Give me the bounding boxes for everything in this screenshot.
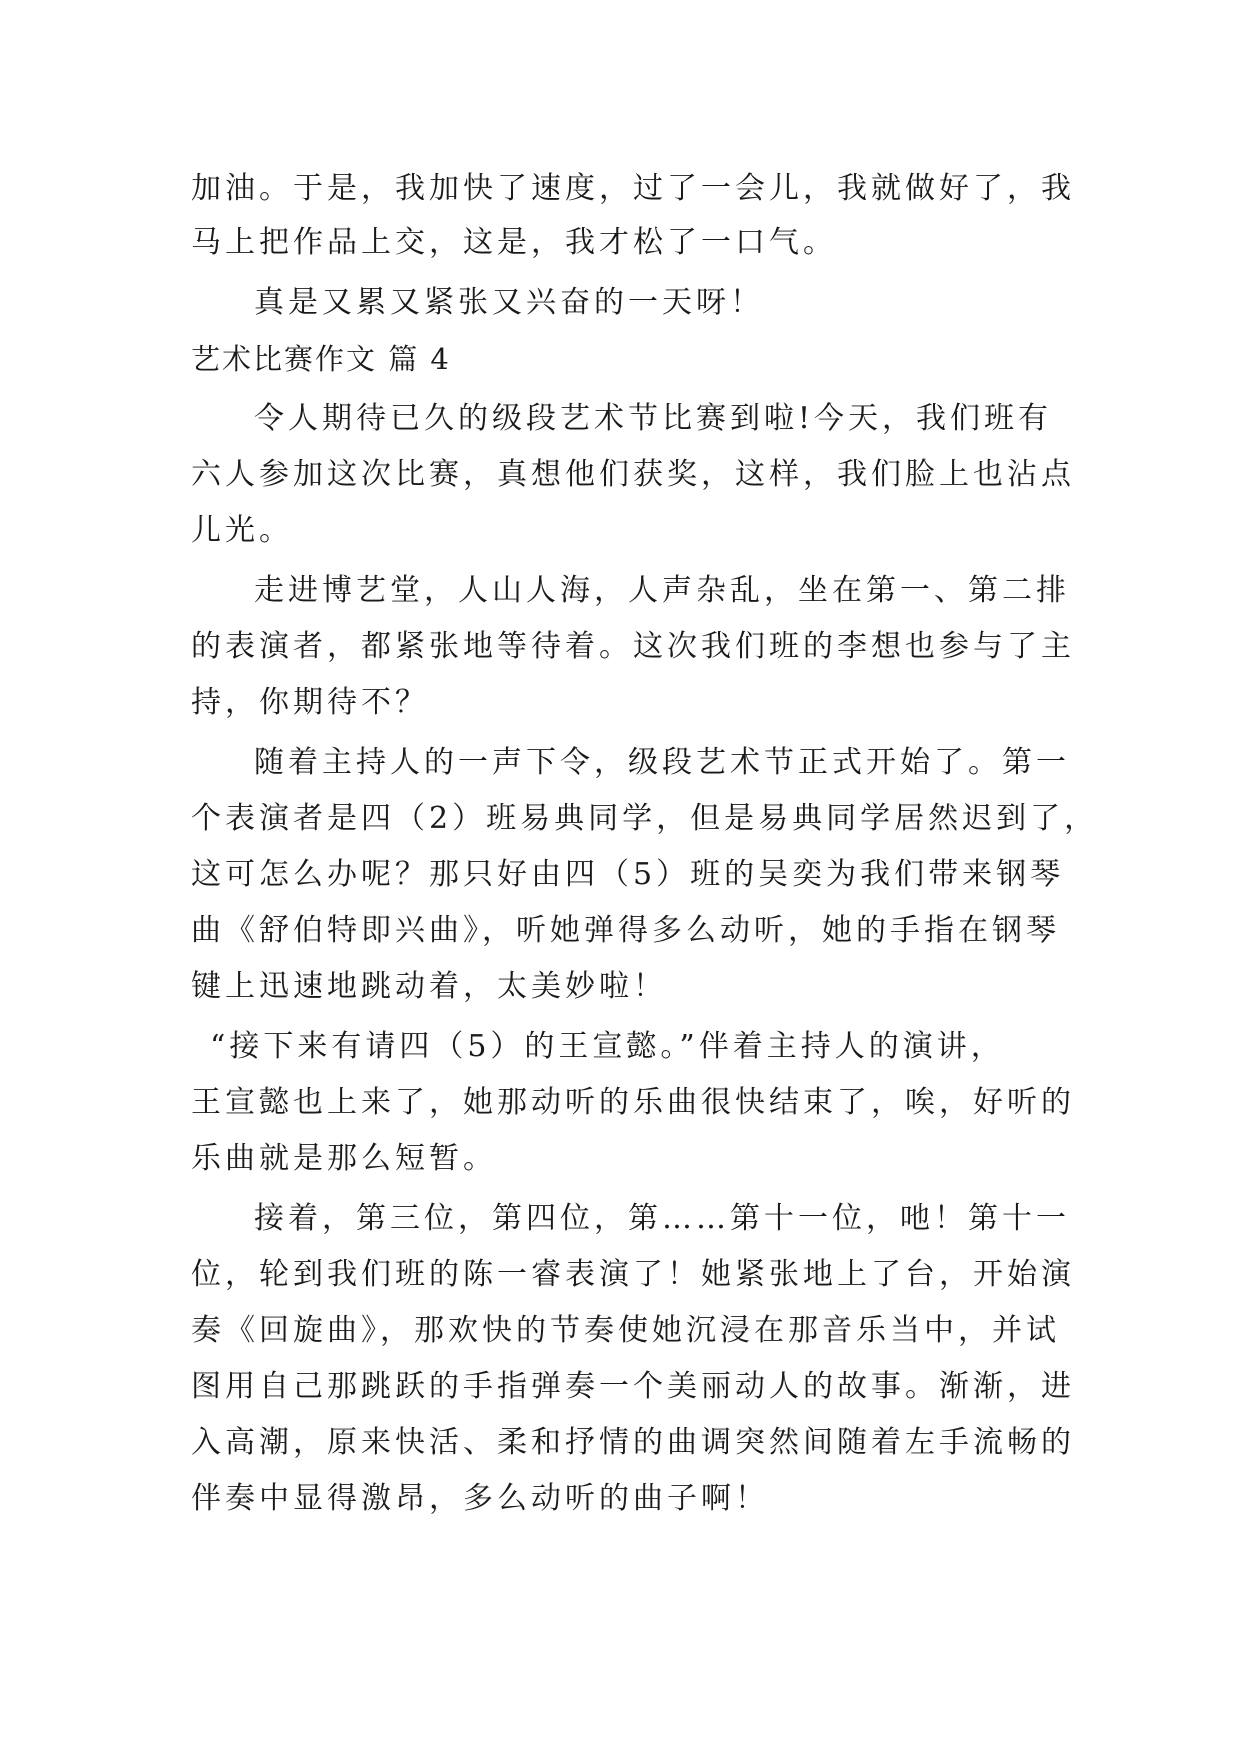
paragraph-line: 这可怎么办呢？那只好由四（5）班的吴奕为我们带来钢琴: [191, 857, 1065, 892]
paragraph-line: “接下来有请四（5）的王宣懿。”伴着主持人的演讲，: [210, 1029, 1005, 1064]
paragraph-line: 令人期待已久的级段艺术节比赛到啦!今天，我们班有: [254, 401, 1053, 436]
paragraph-line: 真是又累又紧张又兴奋的一天呀！: [254, 285, 764, 320]
paragraph-line: 王宣懿也上来了，她那动听的乐曲很快结束了，唉，好听的: [191, 1085, 1075, 1120]
paragraph-line: 个表演者是四（2）班易典同学，但是易典同学居然迟到了，: [191, 801, 1099, 836]
paragraph-line: 的表演者，都紧张地等待着。这次我们班的李想也参与了主: [191, 629, 1075, 664]
paragraph-line: 伴奏中显得激昂，多么动听的曲子啊！: [191, 1481, 769, 1516]
paragraph-line: 持，你期待不？: [191, 685, 429, 720]
paragraph-line: 位，轮到我们班的陈一睿表演了！她紧张地上了台，开始演: [191, 1257, 1075, 1292]
paragraph-line: 儿光。: [191, 513, 293, 548]
paragraph-line: 键上迅速地跳动着，太美妙啦！: [191, 969, 667, 1004]
paragraph-line: 走进博艺堂，人山人海，人声杂乱，坐在第一、第二排: [254, 573, 1070, 608]
paragraph-line: 入高潮，原来快活、柔和抒情的曲调突然间随着左手流畅的: [191, 1425, 1075, 1460]
paragraph-line: 图用自己那跳跃的手指弹奏一个美丽动人的故事。渐渐，进: [191, 1369, 1075, 1404]
section-heading: 艺术比赛作文 篇 4: [191, 342, 451, 376]
paragraph-line: 乐曲就是那么短暂。: [191, 1141, 497, 1176]
paragraph-line: 马上把作品上交，这是，我才松了一口气。: [191, 225, 837, 260]
paragraph-line: 加油。于是，我加快了速度，过了一会儿，我就做好了，我: [191, 171, 1075, 206]
paragraph-line: 曲《舒伯特即兴曲》，听她弹得多么动听，她的手指在钢琴: [191, 913, 1060, 948]
paragraph-line: 六人参加这次比赛，真想他们获奖，这样，我们脸上也沾点: [191, 457, 1075, 492]
paragraph-line: 随着主持人的一声下令，级段艺术节正式开始了。第一: [254, 745, 1070, 780]
paragraph-line: 接着，第三位，第四位，第……第十一位，吔！第十一: [254, 1201, 1070, 1236]
paragraph-line: 奏《回旋曲》，那欢快的节奏使她沉浸在那音乐当中，并试: [191, 1313, 1060, 1348]
